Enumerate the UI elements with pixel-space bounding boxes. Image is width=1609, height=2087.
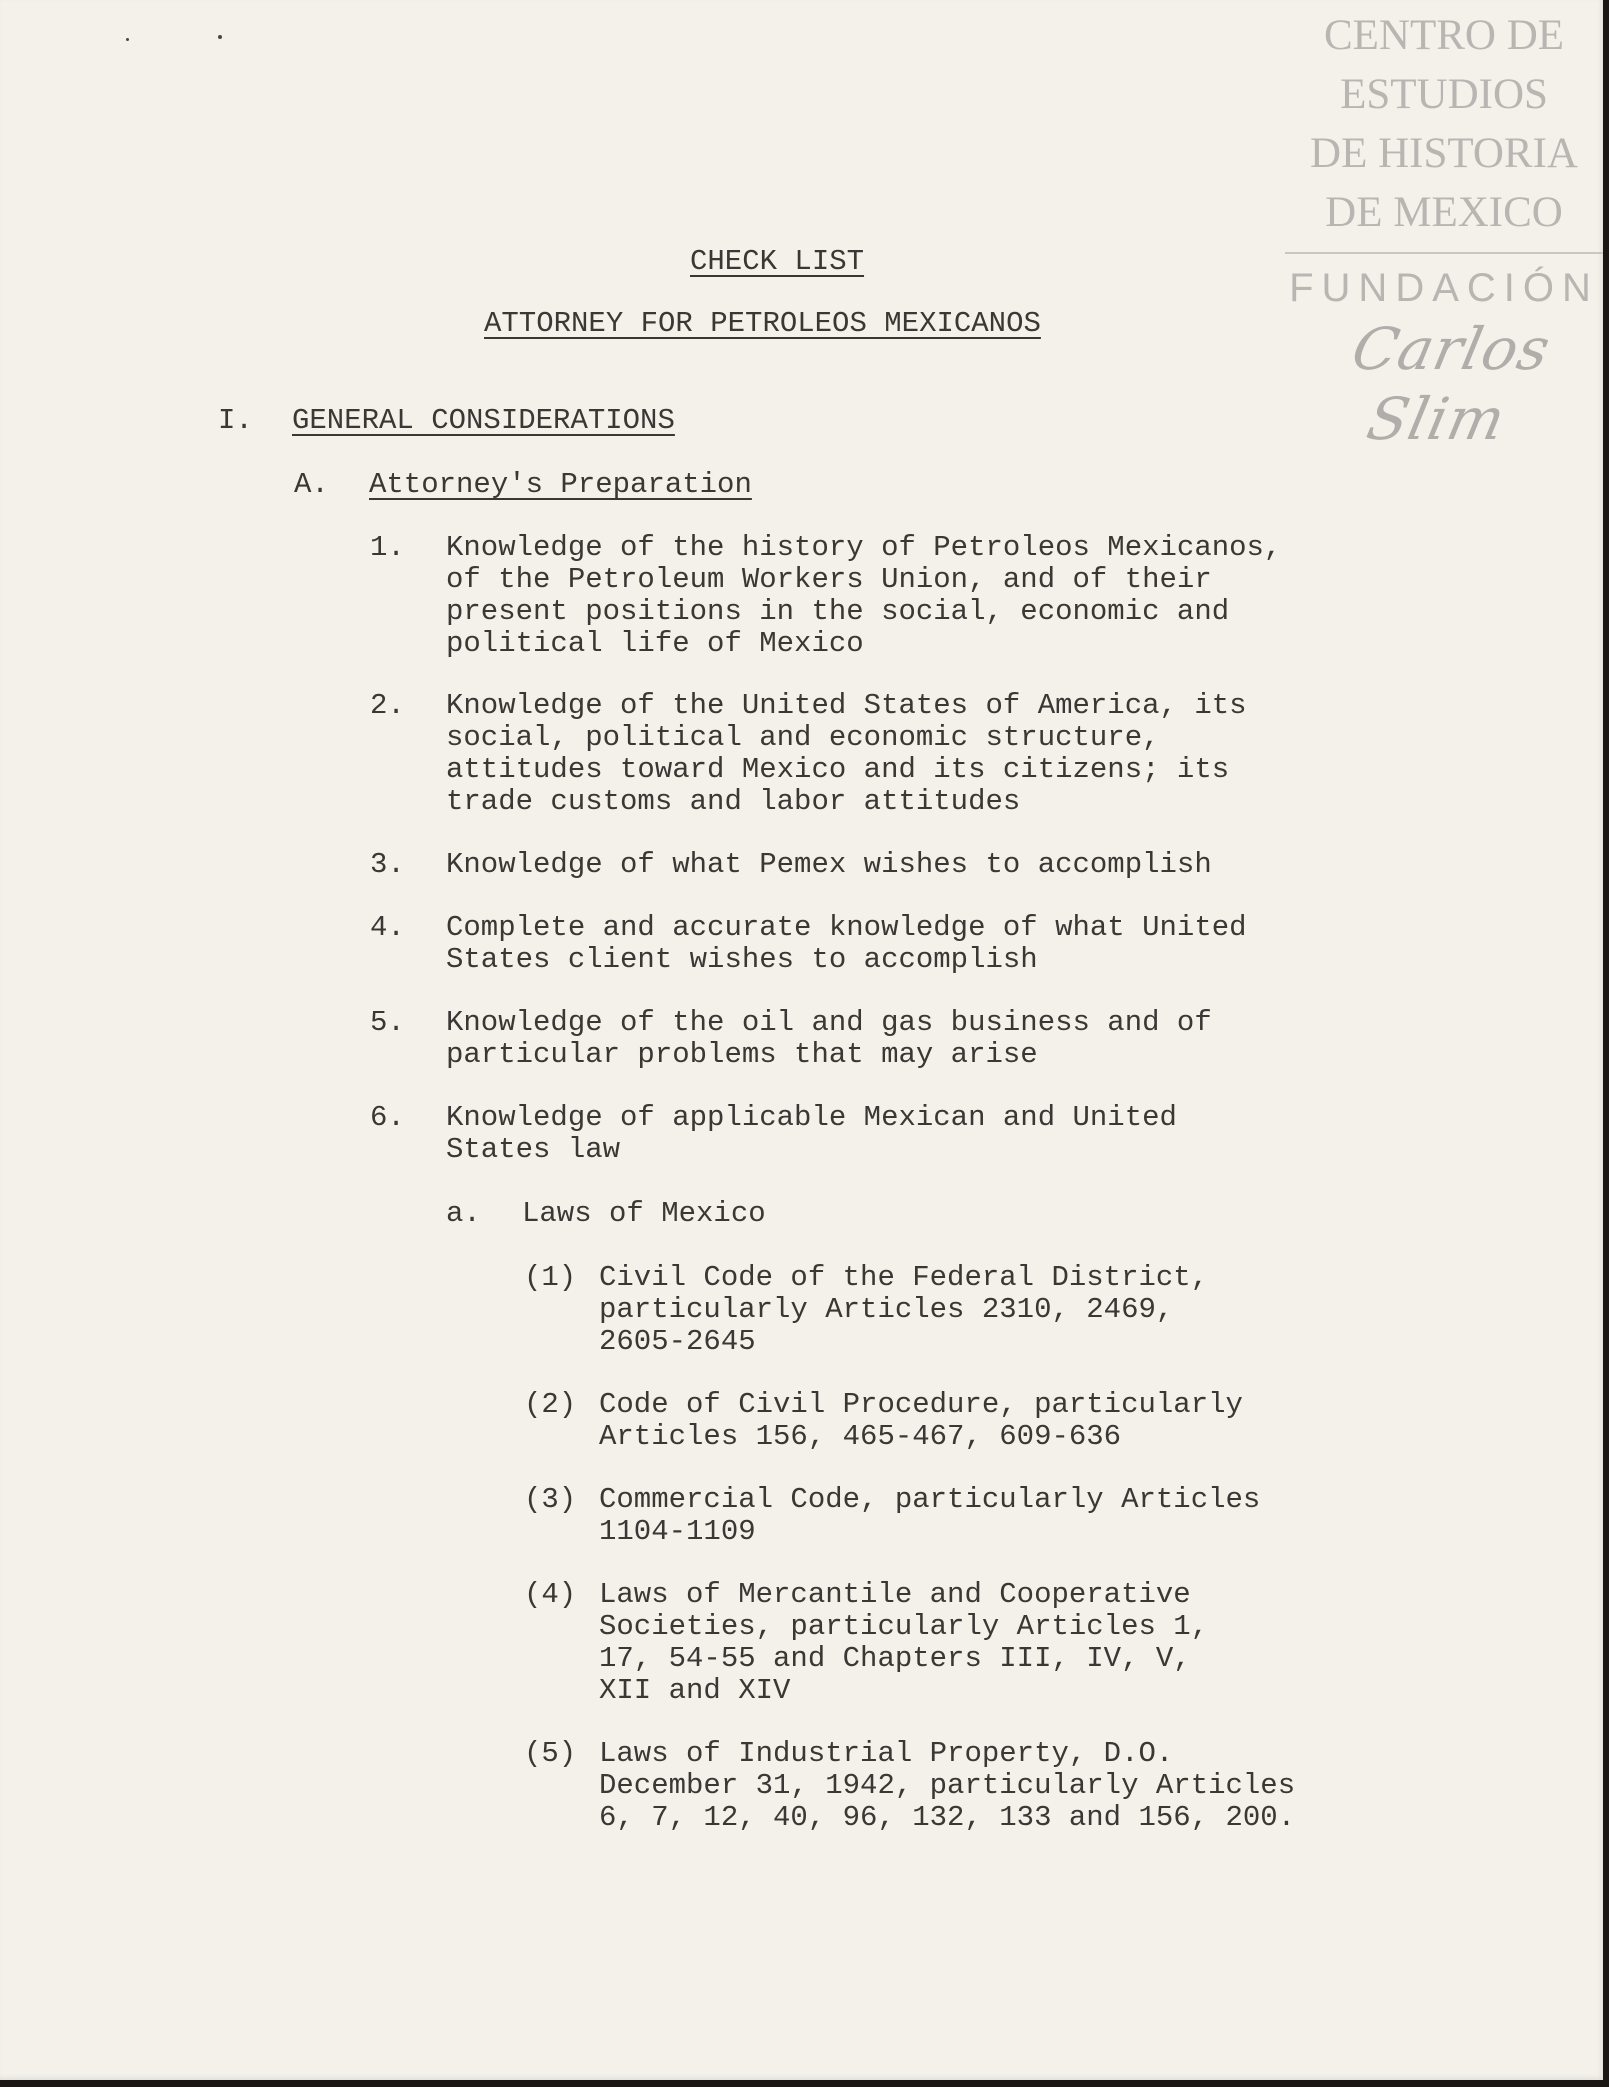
law-number: (3) xyxy=(524,1483,577,1516)
item-text-line: of the Petroleum Workers Union, and of their xyxy=(446,563,1212,596)
law-text-line: Articles 156, 465-467, 609-636 xyxy=(599,1420,1122,1453)
item-text-line: attitudes toward Mexico and its citizens; its xyxy=(446,753,1230,786)
item-text-line: trade customs and labor attitudes xyxy=(446,785,1021,818)
item-number: 2. xyxy=(370,689,405,722)
item-number: 4. xyxy=(370,911,405,944)
paper-speck xyxy=(126,38,129,41)
list-item xyxy=(446,1102,1177,1166)
subsection-title: Attorney's Preparation xyxy=(369,468,752,501)
section-title: GENERAL CONSIDERATIONS xyxy=(292,404,675,437)
item-number: 6. xyxy=(370,1101,405,1134)
item-text-line: States law xyxy=(446,1133,621,1166)
law-item xyxy=(599,1262,1208,1358)
law-number: (4) xyxy=(524,1578,577,1611)
item-text-line: Knowledge of the United States of America, its xyxy=(446,689,1247,722)
law-text-line: Commercial Code, particularly Articles xyxy=(599,1483,1261,1516)
law-text-line: December 31, 1942, particularly Articles xyxy=(599,1769,1296,1802)
item-text-line: Complete and accurate knowledge of what United xyxy=(446,911,1247,944)
law-number: (5) xyxy=(524,1737,577,1770)
law-item xyxy=(599,1738,1295,1834)
item-text-line: social, political and economic structure, xyxy=(446,721,1160,754)
list-item xyxy=(446,1007,1212,1071)
watermark-line: DE MEXICO xyxy=(1325,189,1563,236)
law-text-line: XII and XIV xyxy=(599,1674,791,1707)
archive-watermark xyxy=(1285,6,1603,454)
paper-speck xyxy=(218,35,222,39)
watermark-line: DE HISTORIA xyxy=(1310,130,1578,177)
item-text-line: Knowledge of what Pemex wishes to accomplish xyxy=(446,848,1212,881)
watermark-divider xyxy=(1285,252,1603,254)
subitem-letter: a. xyxy=(446,1197,481,1230)
law-number: (1) xyxy=(524,1261,577,1294)
document-title: CHECK LIST xyxy=(690,245,865,278)
list-item xyxy=(446,849,1212,881)
list-item xyxy=(446,912,1247,976)
item-text-line: particular problems that may arise xyxy=(446,1038,1038,1071)
watermark-line: CENTRO DE xyxy=(1323,12,1565,59)
watermark-foundation: FUNDACIÓN xyxy=(1289,266,1599,310)
section-number: I. xyxy=(218,404,253,437)
law-text-line: Civil Code of the Federal District, xyxy=(599,1261,1209,1294)
law-text-line: 2605-2645 xyxy=(599,1325,756,1358)
law-text-line: 1104-1109 xyxy=(599,1515,756,1548)
law-text-line: Laws of Industrial Property, D.O. xyxy=(599,1737,1174,1770)
item-text-line: Knowledge of the history of Petroleos Mexicanos, xyxy=(446,531,1282,564)
subsection-letter: A. xyxy=(294,468,329,501)
law-text-line: Laws of Mercantile and Cooperative xyxy=(599,1578,1191,1611)
item-text-line: political life of Mexico xyxy=(446,627,864,660)
item-number: 3. xyxy=(370,848,405,881)
item-text-line: Knowledge of applicable Mexican and United xyxy=(446,1101,1177,1134)
subitem-title: Laws of Mexico xyxy=(522,1197,766,1230)
item-text-line: States client wishes to accomplish xyxy=(446,943,1038,976)
item-text-line: Knowledge of the oil and gas business and of xyxy=(446,1006,1212,1039)
law-text-line: particularly Articles 2310, 2469, xyxy=(599,1293,1174,1326)
watermark-signature: Carlos Slim xyxy=(1346,315,1557,453)
law-text-line: Code of Civil Procedure, particularly xyxy=(599,1388,1243,1421)
list-item xyxy=(446,532,1281,660)
law-text-line: 17, 54-55 and Chapters III, IV, V, xyxy=(599,1642,1191,1675)
list-item xyxy=(446,690,1247,818)
item-number: 5. xyxy=(370,1006,405,1039)
law-text-line: Societies, particularly Articles 1, xyxy=(599,1610,1209,1643)
law-item xyxy=(599,1484,1260,1548)
document-subtitle: ATTORNEY FOR PETROLEOS MEXICANOS xyxy=(484,307,1041,340)
watermark-line: ESTUDIOS xyxy=(1340,71,1548,118)
law-text-line: 6, 7, 12, 40, 96, 132, 133 and 156, 200. xyxy=(599,1801,1296,1834)
item-text-line: present positions in the social, economic and xyxy=(446,595,1230,628)
item-number: 1. xyxy=(370,531,405,564)
law-item xyxy=(599,1389,1243,1453)
law-item xyxy=(599,1579,1208,1707)
law-number: (2) xyxy=(524,1388,577,1421)
